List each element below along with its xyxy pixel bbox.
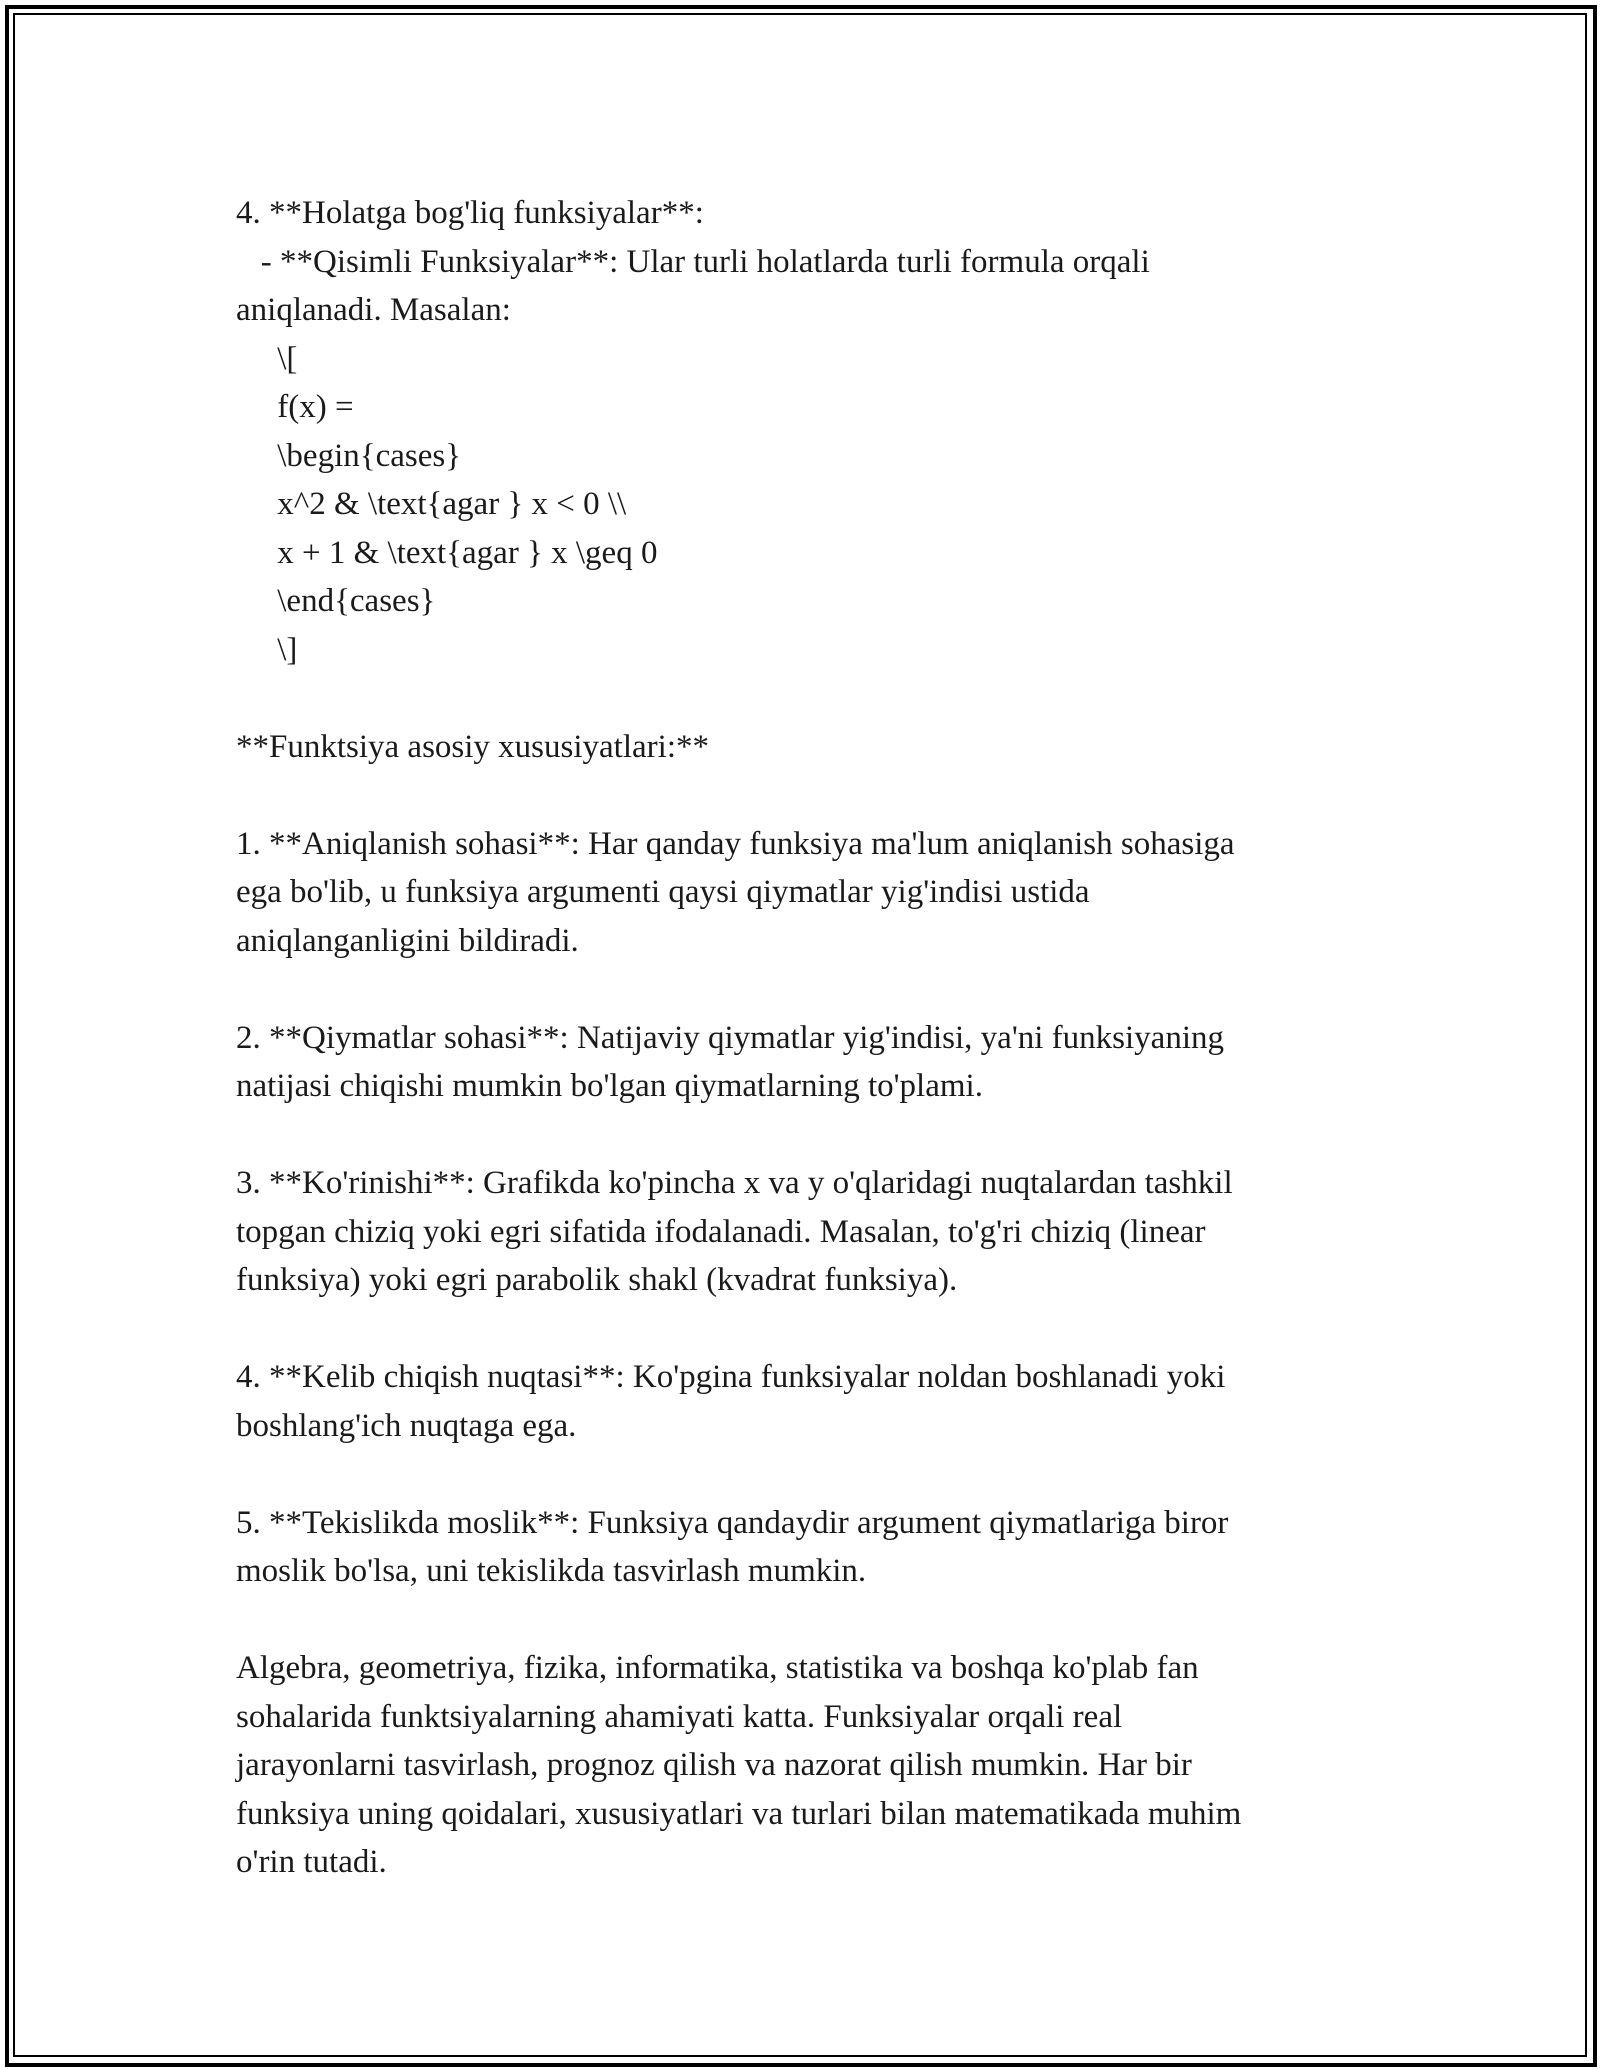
blank-line [236, 771, 1366, 820]
blank-line [236, 1111, 1366, 1160]
text-line: - **Qisimli Funksiyalar**: Ular turli holatlarda turli formula orqali [236, 243, 1150, 280]
text-line: ega bo'lib, u funksiya argumenti qaysi qiymatlar yig'indisi ustida [236, 874, 1090, 910]
text-line: funksiya uning qoidalari, xususiyatlari va turlari bilan matematikada muhim [236, 1795, 1242, 1832]
text-line: boshlang'ich nuqtaga ega. [236, 1407, 577, 1444]
blank-line [236, 674, 1366, 723]
text-line: 2. **Qiymatlar sohasi**: Natijaviy qiymatlar yig'indisi, ya'ni funksiyaning [236, 1019, 1225, 1056]
formula-line: \end{cases} [236, 583, 436, 619]
text-line: natijasi chiqishi mumkin bo'lgan qiymatlarning to'plami. [236, 1068, 983, 1104]
blank-line [236, 1596, 1366, 1645]
text-line: moslik bo'lsa, uni tekislikda tasvirlash mumkin. [236, 1553, 867, 1589]
blank-line [236, 1305, 1366, 1354]
formula-line: f(x) = [236, 389, 354, 425]
blank-line [236, 1450, 1366, 1499]
text-line: aniqlanganligini bildiradi. [236, 922, 579, 959]
blank-line [236, 965, 1366, 1014]
formula-line: \] [236, 631, 298, 668]
text-line: sohalarida funktsiyalarning ahamiyati katta. Funksiyalar orqali real [236, 1698, 1123, 1735]
section-heading: **Funktsiya asosiy xususiyatlari:** [236, 728, 709, 765]
formula-line: x + 1 & \text{agar } x \geq 0 [236, 534, 658, 571]
document-body [236, 189, 1366, 1887]
text-line: topgan chiziq yoki egri sifatida ifodalanadi. Masalan, to'g'ri chiziq (linear [236, 1213, 1206, 1250]
text-line: aniqlanadi. Masalan: [236, 292, 511, 328]
text-line: o'rin tutadi. [236, 1844, 387, 1880]
text-line: Algebra, geometriya, fizika, informatika, statistika va boshqa ko'plab fan [236, 1650, 1199, 1686]
text-line: funksiya) yoki egri parabolik shakl (kvadrat funksiya). [236, 1262, 958, 1298]
text-line: 3. **Ko'rinishi**: Grafikda ko'pincha x va y o'qlaridagi nuqtalardan tashkil [236, 1165, 1233, 1201]
text-line: 4. **Holatga bog'liq funksiyalar**: [236, 195, 704, 231]
text-line: 1. **Aniqlanish sohasi**: Har qanday funksiya ma'lum aniqlanish sohasiga [236, 825, 1235, 862]
text-line: jarayonlarni tasvirlash, prognoz qilish va nazorat qilish mumkin. Har bir [236, 1747, 1192, 1783]
formula-line: x^2 & \text{agar } x < 0 \\ [236, 486, 627, 522]
text-line: 5. **Tekislikda moslik**: Funksiya qandaydir argument qiymatlariga biror [236, 1504, 1229, 1541]
formula-line: \begin{cases} [236, 437, 462, 474]
formula-line: \[ [236, 340, 298, 377]
text-line: 4. **Kelib chiqish nuqtasi**: Ko'pgina funksiyalar noldan boshlanadi yoki [236, 1359, 1226, 1395]
